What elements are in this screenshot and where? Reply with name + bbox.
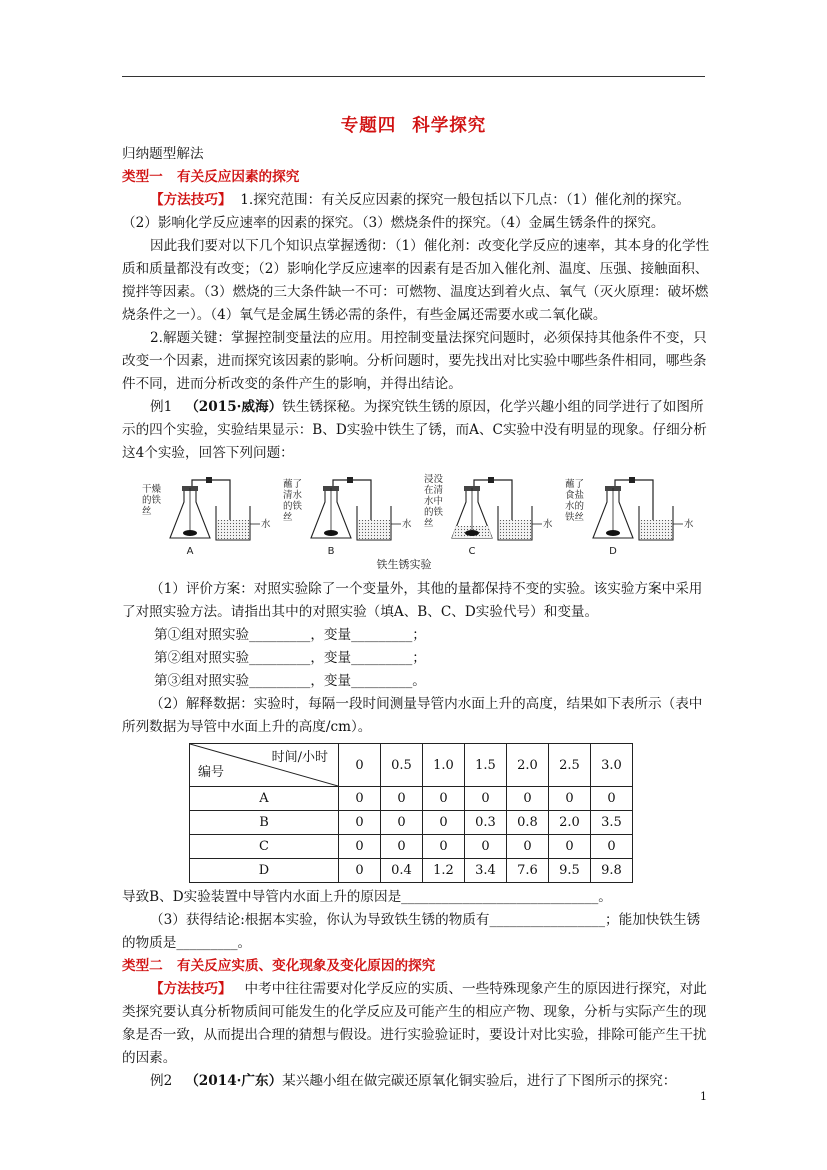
row-name: D xyxy=(190,859,339,883)
flask-setup-a xyxy=(142,477,271,557)
time-cell: 3.0 xyxy=(591,744,633,787)
example-1-text: 铁生锈探秘。为探究铁生锈的原因，化学兴趣小组的同学进行了如图所示的四个实验，实验结果显示：B、D实验中铁生了锈，而A、C实验中没有明显的现象。仔细分析这4个实验，回答下列问题： xyxy=(122,399,707,461)
time-cell: 1.0 xyxy=(423,744,465,787)
type2-title: 有关反应实质、变化现象及变化原因的探究 xyxy=(176,958,436,974)
flask-label-line: 丝 xyxy=(283,512,293,523)
value-cell: 0 xyxy=(549,787,591,811)
type2-label: 类型二 xyxy=(122,958,163,974)
flask-label-line: 的铁 xyxy=(283,501,303,512)
document-body xyxy=(122,143,712,1093)
value-cell: 0 xyxy=(549,835,591,859)
value-cell: 0 xyxy=(339,811,381,835)
value-cell: 9.5 xyxy=(549,859,591,883)
iron-wire xyxy=(465,530,479,536)
type1-text-1: 1.探究范围：有关反应因素的探究一般包括以下几点：（1）催化剂的探究。（2）影响化学反应速率的因素的探究。（3）燃烧条件的探究。（4）金属生锈条件的探究。 xyxy=(122,192,691,231)
header-rule xyxy=(122,76,705,77)
method-label: 【方法技巧】 xyxy=(150,192,232,208)
row-name: A xyxy=(190,787,339,811)
example-1-source: （2015·威海） xyxy=(185,399,283,415)
value-cell: 0.3 xyxy=(465,811,507,835)
time-cell: 2.5 xyxy=(549,744,591,787)
beaker-water xyxy=(499,520,531,539)
value-cell: 0 xyxy=(423,811,465,835)
value-cell: 0 xyxy=(339,859,381,883)
page-title xyxy=(0,112,827,137)
clamp xyxy=(629,477,635,483)
value-cell: 3.4 xyxy=(465,859,507,883)
table-header-row xyxy=(190,744,633,787)
page-number: 1 xyxy=(700,1090,707,1103)
section-heading: 归纳题型解法 xyxy=(122,146,204,162)
example-1-label: 例1 xyxy=(150,399,173,415)
title-part-a: 专题四 xyxy=(340,116,397,136)
row-name: C xyxy=(190,835,339,859)
value-cell: 0 xyxy=(381,835,423,859)
flask-letter: A xyxy=(186,546,194,557)
method-label: 【方法技巧】 xyxy=(150,981,232,997)
rust-experiment-figure xyxy=(122,468,712,572)
time-cell: 1.5 xyxy=(465,744,507,787)
flask-label-line: 浸没 xyxy=(424,474,444,485)
iron-wire xyxy=(606,530,620,536)
time-cell: 0.5 xyxy=(381,744,423,787)
type1-paragraph-1 xyxy=(122,189,712,235)
title-part-b: 科学探究 xyxy=(412,116,487,136)
q1-line-1: 第①组对照实验_________，变量_________； xyxy=(154,627,426,643)
diagonal-header-cell xyxy=(190,744,339,787)
example-2-source: （2014·广东） xyxy=(185,1073,283,1089)
flask-label-line: 清水 xyxy=(283,490,303,501)
value-cell: 0 xyxy=(381,787,423,811)
value-cell: 3.5 xyxy=(591,811,633,835)
value-cell: 0 xyxy=(381,811,423,835)
value-cell: 0 xyxy=(423,835,465,859)
example-2-label: 例2 xyxy=(150,1073,173,1089)
flask-label-line: 蘸了 xyxy=(283,479,303,490)
type1-paragraph-2: 因此我们要对以下几个知识点掌握透彻：（1）催化剂：改变化学反应的速率，其本身的化学性质和质量都没有改变；（2）影响化学反应速率的因素有是否加入催化剂、温度、压强、接触面积、搅拌等因素。（3）燃烧的三大条件缺一不可：可燃物、温度达到着火点、氧气（灭火原理：破坏燃烧条件之一）。（4）氧气是金属生锈必需的条件，有些金属还需要水或二氧化碳。 xyxy=(122,238,710,323)
value-cell: 0 xyxy=(507,835,549,859)
value-cell: 2.0 xyxy=(549,811,591,835)
type1-title: 有关反应因素的探究 xyxy=(176,169,300,185)
value-cell: 0.8 xyxy=(507,811,549,835)
flask-label-line: 铁丝 xyxy=(565,512,585,523)
flask-label-line: 的铁 xyxy=(424,507,444,518)
iron-wire xyxy=(183,530,197,536)
value-cell: 0 xyxy=(465,835,507,859)
clamp xyxy=(206,477,212,483)
question-1: （1）评价方案：对照实验除了一个变量外，其他的量都保持不变的实验。该实验方案中采用了对照实验方法。请指出其中的对照实验（填A、B、C、D实验代号）和变量。 xyxy=(122,581,703,620)
q1-line-3: 第③组对照实验_________，变量_________。 xyxy=(154,673,426,689)
type1-paragraph-3: 2.解题关键：掌握控制变量法的应用。用控制变量法探究问题时，必须保持其他条件不变，只改变一个因素，进而探究该因素的影响。分析问题时，要先找出对比实验中哪些条件相同，哪些条件不同，进而分析改变的条件产生的影响，并得出结论。 xyxy=(122,330,707,392)
type1-heading xyxy=(122,166,712,189)
value-cell: 0 xyxy=(591,835,633,859)
flask-label-line: 丝 xyxy=(142,506,152,517)
water-label: 水 xyxy=(402,519,412,530)
flask-letter: C xyxy=(468,546,476,557)
value-cell: 0.4 xyxy=(381,859,423,883)
flask-setup-b xyxy=(283,477,412,557)
clamp xyxy=(347,477,353,483)
flask-setup-c xyxy=(424,474,553,557)
row-name: B xyxy=(190,811,339,835)
beaker-water xyxy=(217,520,249,539)
example-2 xyxy=(122,1070,712,1093)
value-cell: 0 xyxy=(465,787,507,811)
type2-heading xyxy=(122,955,712,978)
example-2-text: 某兴趣小组在做完碳还原氧化铜实验后，进行了下图所示的探究： xyxy=(282,1073,677,1089)
flask-label-line: 蘸了 xyxy=(565,479,585,490)
question-3: （3）获得结论:根据本实验，你认为导致铁生锈的物质有_________________；能加快铁生锈的物质是_________。 xyxy=(122,912,701,951)
time-cell: 2.0 xyxy=(507,744,549,787)
rust-experiment-diagram xyxy=(142,468,702,572)
value-cell: 0 xyxy=(591,787,633,811)
q1-line-2: 第②组对照实验_________，变量_________； xyxy=(154,650,426,666)
iron-wire xyxy=(324,530,338,536)
value-cell: 7.6 xyxy=(507,859,549,883)
header-id-label: 编号 xyxy=(198,765,225,780)
flask-label-line: 干燥 xyxy=(142,484,162,495)
water-label: 水 xyxy=(684,519,694,530)
value-cell: 1.2 xyxy=(423,859,465,883)
flask-label-line: 丝 xyxy=(424,518,434,529)
flask-label-line: 水的 xyxy=(565,501,585,512)
table-row xyxy=(190,835,633,859)
water-label: 水 xyxy=(543,519,553,530)
flask-label-line: 水中 xyxy=(424,496,444,507)
table-row xyxy=(190,787,633,811)
flask-letter: D xyxy=(609,546,617,557)
question-2: （2）解释数据：实验时，每隔一段时间测量导管内水面上升的高度，结果如下表所示（表中所列数据为导管中水面上升的高度/cm）。 xyxy=(122,696,703,735)
flask-label-line: 食盐 xyxy=(565,490,585,501)
beaker-water xyxy=(640,520,672,539)
table-row xyxy=(190,811,633,835)
water-label: 水 xyxy=(261,519,271,530)
flask-label-line: 在清 xyxy=(424,485,444,496)
value-cell: 0 xyxy=(339,787,381,811)
flask-label-line: 的铁 xyxy=(142,495,162,506)
header-time-label: 时间/小时 xyxy=(271,750,328,765)
value-cell: 9.8 xyxy=(591,859,633,883)
value-cell: 0 xyxy=(339,835,381,859)
type1-label: 类型一 xyxy=(122,169,163,185)
figure-caption: 铁生锈实验 xyxy=(376,558,432,571)
table-row xyxy=(190,859,633,883)
value-cell: 0 xyxy=(507,787,549,811)
value-cell: 0 xyxy=(423,787,465,811)
question-2-tail: 导致B、D实验装置中导管内水面上升的原因是_____________________________。 xyxy=(122,889,612,905)
flask-letter: B xyxy=(327,546,335,557)
example-1 xyxy=(122,396,712,465)
time-cell: 0 xyxy=(339,744,381,787)
data-table xyxy=(189,743,633,883)
clamp xyxy=(488,477,494,483)
beaker-water xyxy=(358,520,390,539)
type2-text-1: 中考中往往需要对化学反应的实质、一些特殊现象产生的原因进行探究，对此类探究要认真分析物质间可能发生的化学反应及可能产生的相应产物、现象，分析与实际产生的现象是否一致，从而提出合理的猜想与假设。进行实验验证时，要设计对比实验，排除可能产生干扰的因素。 xyxy=(122,981,707,1066)
flask-setup-d xyxy=(565,477,694,557)
type2-paragraph-1 xyxy=(122,978,712,1070)
